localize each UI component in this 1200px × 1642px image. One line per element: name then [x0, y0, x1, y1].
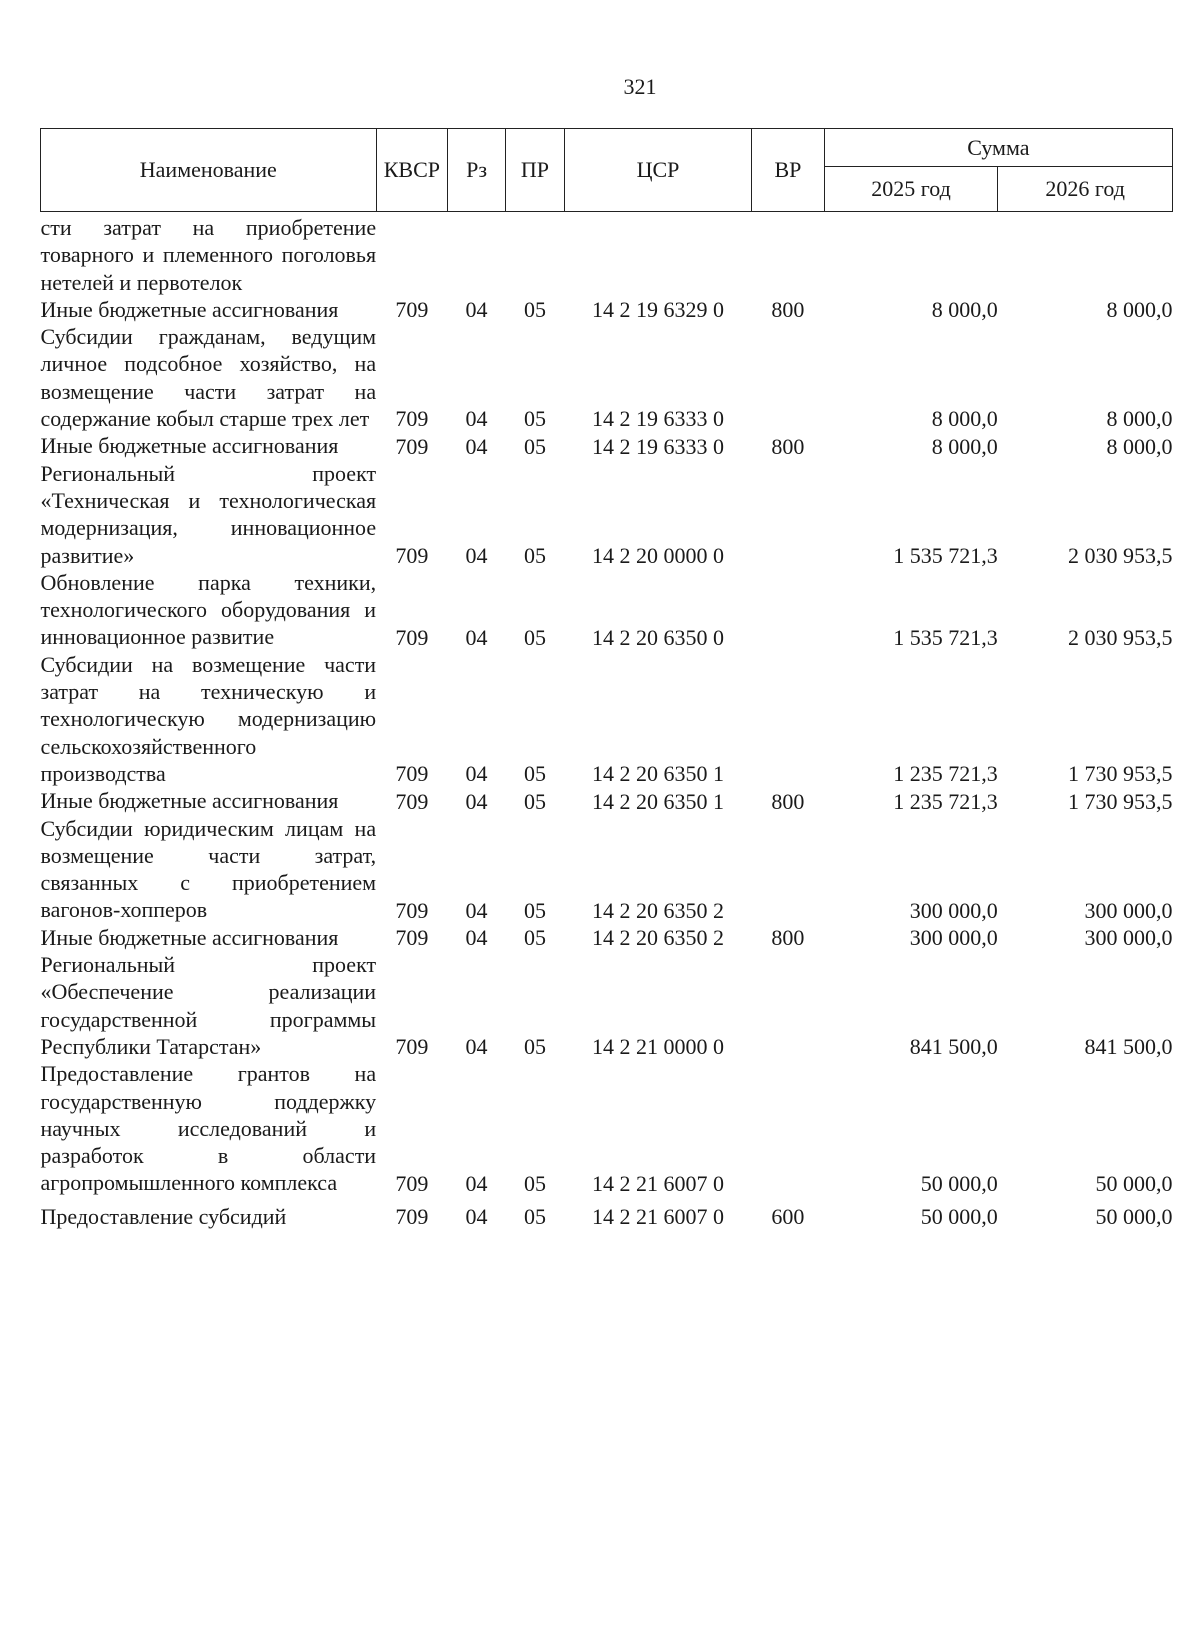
cell-csr: 14 2 19 6333 0: [592, 406, 725, 432]
cell-y2026: 8 000,0: [1106, 433, 1173, 459]
cell-csr: 14 2 20 6350 2: [592, 925, 725, 951]
cell-kvsr: 709: [395, 624, 429, 650]
cell-kvsr: 709: [395, 925, 429, 951]
cell-vr: [752, 815, 825, 924]
cell-rz: [448, 212, 506, 296]
cell-csr: 14 2 20 0000 0: [592, 542, 725, 568]
cell-rz: 04: [465, 297, 488, 323]
cell-name: Предоставление субсидий: [40, 1203, 287, 1229]
cell-csr: 14 2 19 6333 0: [592, 433, 725, 459]
cell-pr: 05: [523, 542, 546, 568]
cell-name: Предоставление грантов на государственную поддержку научных исследований и разработок в области агропромышленного комплекса: [40, 1061, 377, 1196]
cell-kvsr: 709: [395, 433, 429, 459]
cell-y2025: 50 000,0: [920, 1203, 998, 1229]
cell-pr: 05: [523, 761, 546, 787]
cell-rz: 04: [465, 1034, 488, 1060]
cell-y2026: 2 030 953,5: [1068, 542, 1173, 568]
cell-y2025: 1 535 721,3: [893, 542, 998, 568]
header-pr: ПР: [505, 129, 564, 212]
cell-csr: [564, 212, 751, 296]
cell-name: сти затрат на приобретение товарного и племенного поголовья нетелей и первотелок: [40, 215, 377, 295]
page-number: 321: [623, 74, 657, 99]
cell-y2026: 1 730 953,5: [1068, 761, 1173, 787]
cell-pr: 05: [523, 297, 546, 323]
cell-csr: 14 2 20 6350 2: [592, 897, 725, 923]
cell-pr: 05: [523, 897, 546, 923]
cell-y2025: 300 000,0: [909, 925, 998, 951]
cell-rz: 04: [465, 761, 488, 787]
cell-kvsr: 709: [395, 1170, 429, 1196]
cell-kvsr: 709: [395, 297, 429, 323]
table-row: [41, 787, 1173, 814]
cell-name: Региональный проект «Обеспечение реализации государственной программы Республики Татарстан»: [40, 952, 377, 1059]
cell-vr: [752, 1060, 825, 1196]
cell-pr: 05: [523, 624, 546, 650]
cell-y2025: 841 500,0: [909, 1034, 998, 1060]
cell-pr: 05: [523, 433, 546, 459]
table-row: [41, 432, 1173, 459]
cell-rz: 04: [465, 925, 488, 951]
cell-y2025: 1 535 721,3: [893, 624, 998, 650]
cell-name: Иные бюджетные ассигнования: [40, 788, 339, 814]
table-row: [41, 460, 1173, 569]
cell-vr: 800: [771, 297, 805, 323]
table-row: [41, 1197, 1173, 1230]
table-row: [41, 296, 1173, 323]
cell-y2026: 8 000,0: [1106, 406, 1173, 432]
cell-name: Обновление парка техники, технологического оборудования и инновационное развитие: [40, 569, 377, 650]
cell-name: Субсидии на возмещение части затрат на техническую и технологическую модернизацию сельскохозяйственного производства: [40, 651, 377, 786]
cell-name: Субсидии гражданам, ведущим личное подсобное хозяйство, на возмещение части затрат на содержание кобыл старше трех лет: [40, 324, 377, 432]
header-year-2026: 2026 год: [998, 167, 1173, 212]
cell-y2026: 300 000,0: [1084, 925, 1173, 951]
cell-y2025: 1 235 721,3: [893, 761, 998, 787]
cell-pr: 05: [523, 1170, 546, 1196]
cell-y2026: 2 030 953,5: [1068, 624, 1173, 650]
cell-y2025: 8 000,0: [931, 406, 998, 432]
table-row: [41, 951, 1173, 1060]
cell-vr: [752, 569, 825, 651]
cell-y2026: 841 500,0: [1084, 1034, 1173, 1060]
cell-rz: 04: [465, 406, 488, 432]
cell-y2026: 50 000,0: [1095, 1203, 1173, 1229]
cell-name: Субсидии юридическим лицам на возмещение части затрат, связанных с приобретением вагонов-хопперов: [40, 815, 377, 923]
header-rz: Рз: [448, 129, 506, 212]
table-row: [41, 924, 1173, 951]
cell-name: Иные бюджетные ассигнования: [40, 296, 339, 322]
cell-y2025: 8 000,0: [931, 297, 998, 323]
cell-vr: [752, 323, 825, 432]
cell-kvsr: 709: [395, 761, 429, 787]
header-year-2025: 2025 год: [824, 167, 998, 212]
cell-pr: 05: [523, 925, 546, 951]
cell-rz: 04: [465, 624, 488, 650]
header-sum: Сумма: [824, 129, 1172, 167]
cell-vr: 800: [771, 433, 805, 459]
cell-y2025: 300 000,0: [909, 897, 998, 923]
cell-vr: [752, 212, 825, 296]
cell-pr: 05: [523, 788, 546, 814]
table-row: [41, 651, 1173, 787]
table-row: [41, 815, 1173, 924]
cell-y2026: 8 000,0: [1106, 297, 1173, 323]
cell-rz: 04: [465, 433, 488, 459]
cell-vr: [752, 460, 825, 569]
cell-vr: 600: [771, 1203, 805, 1229]
cell-y2025: 50 000,0: [920, 1170, 998, 1196]
table-row: [41, 569, 1173, 651]
cell-csr: 14 2 21 0000 0: [592, 1034, 725, 1060]
table-row: [41, 212, 1173, 296]
cell-y2025: [824, 212, 998, 296]
cell-kvsr: 709: [395, 542, 429, 568]
table-row: [41, 1060, 1173, 1196]
cell-y2026: 300 000,0: [1084, 897, 1173, 923]
header-kvsr: КВСР: [376, 129, 448, 212]
cell-kvsr: 709: [395, 897, 429, 923]
cell-kvsr: 709: [395, 1203, 429, 1229]
cell-vr: [752, 951, 825, 1060]
cell-rz: 04: [465, 1203, 488, 1229]
cell-vr: 800: [771, 788, 805, 814]
cell-y2026: 50 000,0: [1095, 1170, 1173, 1196]
cell-y2025: 1 235 721,3: [893, 788, 998, 814]
cell-vr: 800: [771, 925, 805, 951]
cell-y2025: 8 000,0: [931, 433, 998, 459]
cell-y2026: [998, 212, 1173, 296]
cell-kvsr: [376, 212, 448, 296]
cell-csr: 14 2 19 6329 0: [592, 297, 725, 323]
cell-name: Иные бюджетные ассигнования: [40, 433, 339, 459]
table-row: [41, 323, 1173, 432]
cell-kvsr: 709: [395, 788, 429, 814]
cell-csr: 14 2 21 6007 0: [592, 1203, 725, 1229]
cell-pr: 05: [523, 1203, 546, 1229]
cell-csr: 14 2 20 6350 1: [592, 761, 725, 787]
header-name: Наименование: [41, 129, 377, 212]
cell-vr: [752, 651, 825, 787]
cell-pr: [505, 212, 564, 296]
cell-kvsr: 709: [395, 1034, 429, 1060]
cell-rz: 04: [465, 897, 488, 923]
cell-kvsr: 709: [395, 406, 429, 432]
cell-rz: 04: [465, 788, 488, 814]
table-body: [41, 212, 1173, 1230]
cell-rz: 04: [465, 1170, 488, 1196]
cell-csr: 14 2 21 6007 0: [592, 1170, 725, 1196]
cell-name: Региональный проект «Техническая и технологическая модернизация, инновационное развитие»: [40, 460, 377, 568]
cell-csr: 14 2 20 6350 1: [592, 788, 725, 814]
budget-table: [40, 128, 1173, 1230]
cell-name: Иные бюджетные ассигнования: [40, 924, 339, 950]
table-header: [41, 129, 1173, 212]
header-csr: ЦСР: [564, 129, 751, 212]
cell-y2026: 1 730 953,5: [1068, 788, 1173, 814]
cell-pr: 05: [523, 406, 546, 432]
header-vr: ВР: [752, 129, 825, 212]
cell-csr: 14 2 20 6350 0: [592, 624, 725, 650]
cell-rz: 04: [465, 542, 488, 568]
cell-pr: 05: [523, 1034, 546, 1060]
